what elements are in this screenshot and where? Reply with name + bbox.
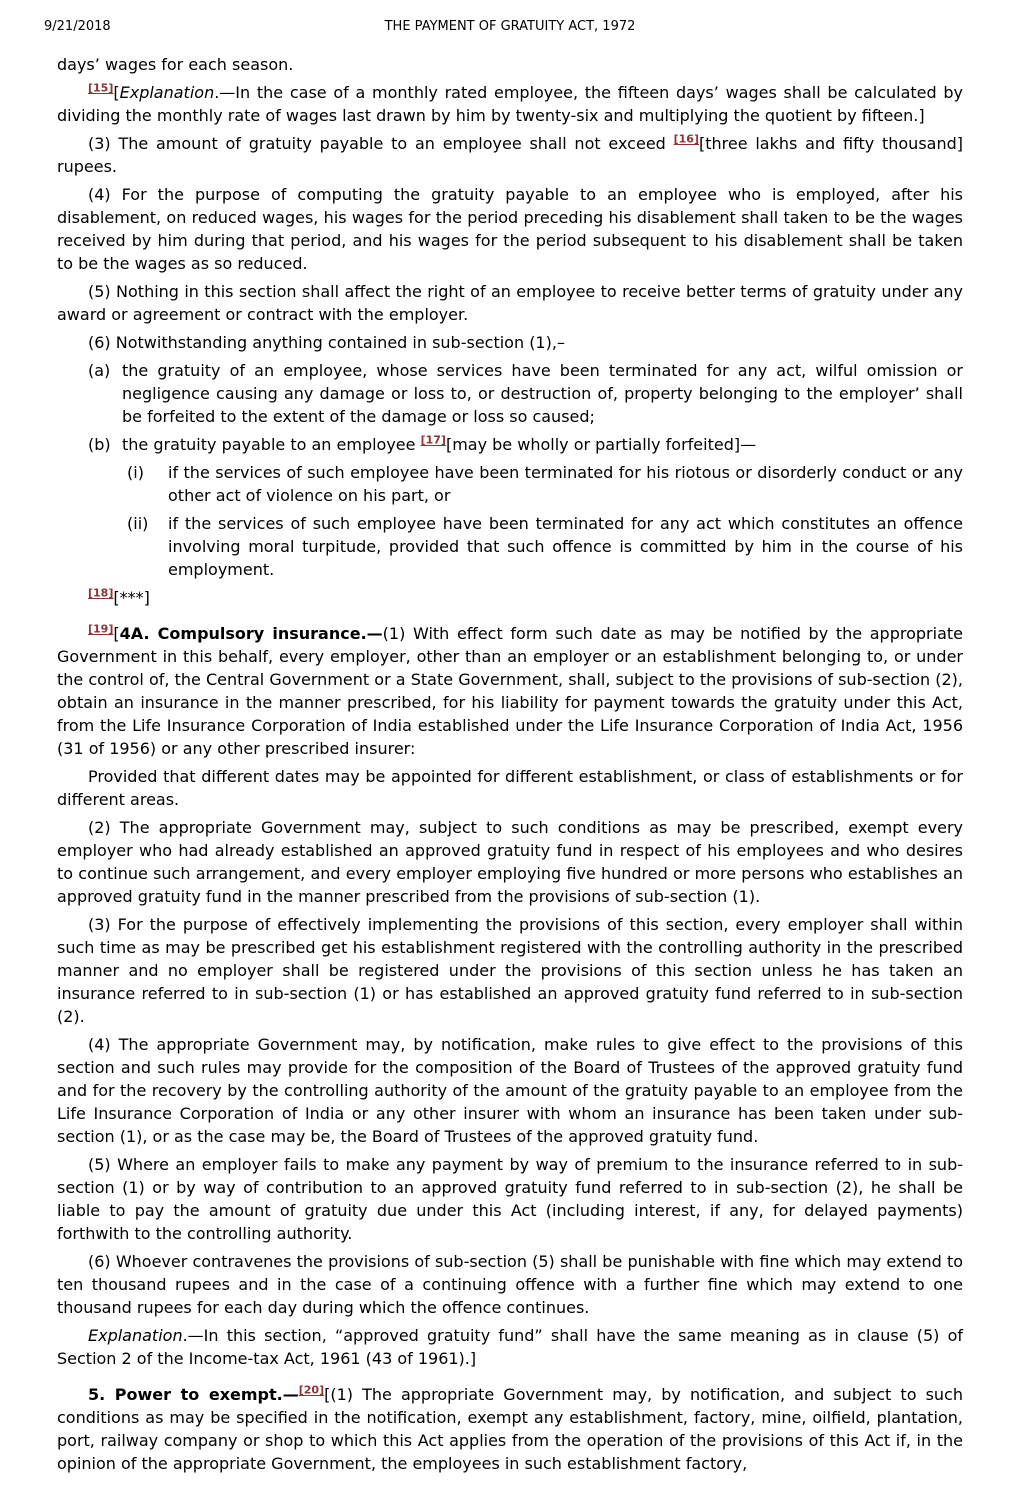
- paragraph: [57, 913, 963, 1028]
- list-marker: (b): [88, 435, 111, 454]
- paragraph: [127, 512, 963, 581]
- text-run: the gratuity payable to an employee: [122, 435, 421, 454]
- text-run: [may be wholly or partially forfeited]—: [445, 435, 757, 454]
- print-header: [44, 19, 963, 37]
- text-run: (2) The appropriate Government may, subject to such conditions as may be prescribed, exempt every employer who had already established an approved gratuity fund in respect of his employees and who desires to continue such arrangement, and every employer employing five hundred or more persons who establishes an approved gratuity fund in the manner prescribed from the provisions of sub-section (1).: [57, 818, 963, 906]
- text-run: (1) With effect form such date as may be notified by the appropriate Government in this behalf, every employer, other than an employer or an establishment belonging to, or under the control of, the Central Government or a State Government, shall, subject to the provisions of sub-section (2), obtain an insurance in the manner prescribed, for his liability for payment towards the gratuity under this Act, from the Life Insurance Corporation of India established under the Life Insurance Corporation of India Act, 1956 (31 of 1956) or any other prescribed insurer:: [57, 624, 963, 758]
- text-run: 5. Power to exempt.—: [88, 1385, 299, 1404]
- paragraph: [57, 586, 963, 609]
- footnote-ref-link[interactable]: [15]: [88, 81, 114, 95]
- footnote-ref-link[interactable]: [20]: [298, 1383, 325, 1397]
- text-run: [***]: [113, 588, 150, 607]
- paragraph: [88, 359, 963, 428]
- paragraph: [57, 53, 963, 76]
- paragraph: [57, 183, 963, 275]
- text-run: [: [113, 83, 120, 102]
- paragraph: [127, 461, 963, 507]
- text-run: (4) For the purpose of computing the gratuity payable to an employee who is employed, after his disablement, on reduced wages, his wages for the period preceding his disablement shall taken to be the wages received by him during that period, and his wages for the period subsequent to his disablement shall be taken to be the wages as so reduced.: [57, 185, 963, 273]
- paragraph: [57, 81, 963, 127]
- list-marker: (i): [127, 463, 144, 482]
- text-run: [(1) The appropriate Government may, by notification, and subject to such conditions as may be specified in the notification, exempt any establishment, factory, mine, oilfield, plantation, port, railway company or shop to which this Act applies from the operation of the provisions of this Act if, in the opinion of the appropriate Government, the employees in such establishment factory,: [57, 1385, 963, 1473]
- document-title: THE PAYMENT OF GRATUITY ACT, 1972: [384, 19, 636, 34]
- text-run: Explanation: [119, 83, 215, 102]
- footnote-ref-link[interactable]: [18]: [88, 586, 114, 600]
- footnote-ref-link[interactable]: [19]: [88, 622, 114, 636]
- text-run: (6) Notwithstanding anything contained in sub-section (1),–: [88, 333, 565, 352]
- paragraph: [57, 280, 963, 326]
- text-run: .—In this section, “approved gratuity fund” shall have the same meaning as in clause (5) of Section 2 of the Income-tax Act, 1961 (43 of 1961).]: [57, 1326, 963, 1368]
- text-run: .—In the case of a monthly rated employee, the fifteen days’ wages shall be calculated by dividing the monthly rate of wages last drawn by him by twenty-six and multiplying the quotient by fifteen.]: [57, 83, 963, 125]
- document-body: [57, 53, 963, 1475]
- paragraph: [57, 132, 963, 178]
- print-date: 9/21/2018: [44, 19, 111, 34]
- text-run: 4A. Compulsory insurance.—: [119, 624, 383, 643]
- text-run: days’ wages for each season.: [57, 55, 294, 74]
- text-run: (3) The amount of gratuity payable to an employee shall not exceed: [88, 134, 674, 153]
- footnote-ref-link[interactable]: [17]: [420, 433, 446, 447]
- text-run: (4) The appropriate Government may, by notification, make rules to give effect to the provisions of this section and such rules may provide for the composition of the Board of Trustees of the approved gratuity fund and for the recovery by the controlling authority of the amount of the gratuity payable to an employee from the Life Insurance Corporation of India or any other insurer with whom an insurance has been taken under sub-section (1), or as the case may be, the Board of Trustees of the approved gratuity fund.: [57, 1035, 963, 1146]
- paragraph: [57, 1033, 963, 1148]
- paragraph: [57, 1383, 963, 1475]
- text-run: if the services of such employee have been terminated for any act which constitutes an offence involving moral turpitude, provided that such offence is committed by him in the course of his employment.: [168, 514, 963, 579]
- text-run: (5) Where an employer fails to make any payment by way of premium to the insurance referred to in sub-section (1) or by way of contribution to an approved gratuity fund referred to in sub-section (2), he shall be liable to pay the amount of gratuity due under this Act (including interest, if any, for delayed payments) forthwith to the controlling authority.: [57, 1155, 963, 1243]
- list-marker: (a): [88, 361, 111, 380]
- paragraph: [57, 1153, 963, 1245]
- text-run: Explanation: [88, 1326, 183, 1345]
- paragraph: [57, 1324, 963, 1370]
- text-run: [three lakhs and fifty thousand] rupees.: [57, 134, 963, 176]
- paragraph: [57, 765, 963, 811]
- paragraph: [88, 433, 963, 456]
- text-run: Provided that different dates may be appointed for different establishment, or class of establishments or for different areas.: [57, 767, 963, 809]
- text-run: (3) For the purpose of effectively implementing the provisions of this section, every employer shall within such time as may be prescribed get his establishment registered with the controlling authority in the prescribed manner and no employer shall be registered under the provisions of this section unless he has taken an insurance referred to in sub-section (1) or has established an approved gratuity fund referred to in sub-section (2).: [57, 915, 963, 1026]
- text-run: [: [113, 624, 120, 643]
- paragraph: [57, 331, 963, 354]
- text-run: the gratuity of an employee, whose services have been terminated for any act, wilful omission or negligence causing any damage or loss to, or destruction of, property belonging to the employer’ shall be forfeited to the extent of the damage or loss so caused;: [122, 361, 963, 426]
- text-run: if the services of such employee have been terminated for his riotous or disorderly conduct or any other act of violence on his part, or: [168, 463, 963, 505]
- footnote-ref-link[interactable]: [16]: [673, 132, 699, 146]
- list-marker: (ii): [127, 514, 149, 533]
- text-run: (5) Nothing in this section shall affect the right of an employee to receive better terms of gratuity under any award or agreement or contract with the employer.: [57, 282, 963, 324]
- paragraph: [57, 816, 963, 908]
- paragraph: [57, 622, 963, 760]
- text-run: (6) Whoever contravenes the provisions of sub-section (5) shall be punishable with fine which may extend to ten thousand rupees and in the case of a continuing offence with a further fine which may extend to one thousand rupees for each day during which the offence continues.: [57, 1252, 963, 1317]
- paragraph: [57, 1250, 963, 1319]
